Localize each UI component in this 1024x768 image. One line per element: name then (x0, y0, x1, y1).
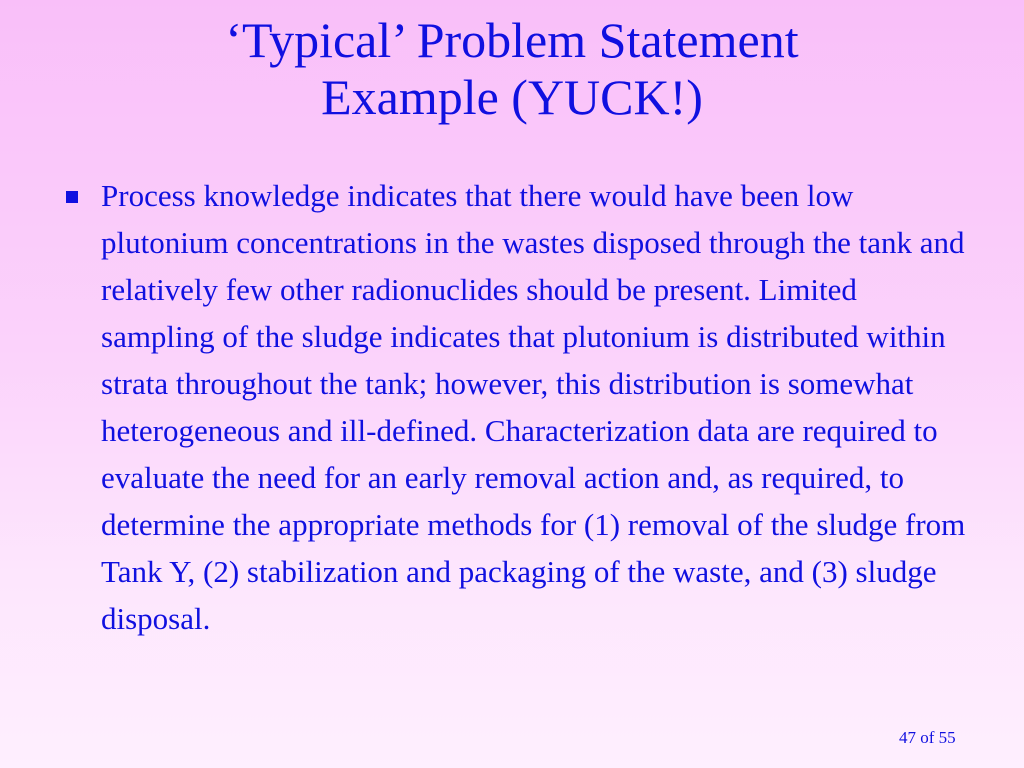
slide-title-line-1: ‘Typical’ Problem Statement (225, 12, 799, 68)
square-bullet-icon (66, 191, 78, 203)
slide-title-line-2: Example (YUCK!) (321, 69, 703, 125)
slide-title (0, 12, 1024, 126)
bullet-list (66, 172, 966, 642)
page-number: 47 of 55 (899, 728, 956, 747)
bullet-item (66, 172, 966, 642)
bullet-text: Process knowledge indicates that there would have been low plutonium concentrations in the wastes disposed through the tank and relatively few other radionuclides should be present. Limited sampling of the sludge indicates that plutonium is distributed within strata throughout the tank; however, this distribution is somewhat heterogeneous and ill-defined. Characterization data are required to evaluate the need for an early removal action and, as required, to determine the appropriate methods for (1) removal of the sludge from Tank Y, (2) stabilization and packaging of the waste, and (3) sludge disposal. (101, 178, 966, 636)
